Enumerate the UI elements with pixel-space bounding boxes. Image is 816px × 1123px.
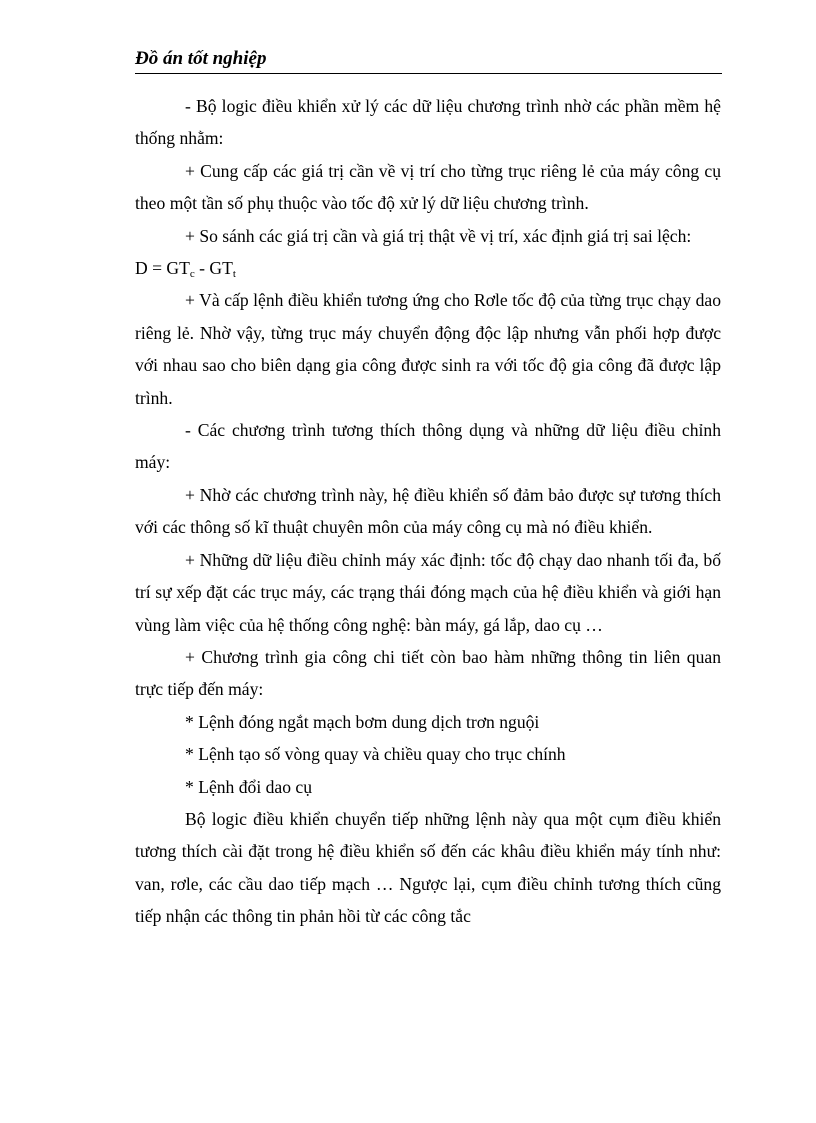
paragraph: + Những dữ liệu điều chỉnh máy xác định: tốc độ chạy dao nhanh tối đa, bố trí sự xếp đặt các trục máy, các trạng thái đóng mạch của hệ điều khiển và giới hạn vùng làm việc của hệ thống công nghệ: bàn máy, gá lắp, dao cụ … [135, 549, 721, 635]
paragraph: + Nhờ các chương trình này, hệ điều khiển số đảm bảo được sự tương thích với các thông số kĩ thuật chuyên môn của máy công cụ mà nó điều khiển. [135, 484, 721, 538]
page-header [135, 48, 722, 74]
formula-sub-t: t [232, 268, 236, 281]
formula-lhs: D = GT [135, 258, 190, 279]
formula [135, 252, 721, 284]
header-title: Đồ án tốt nghiệp [135, 48, 267, 69]
paragraph: - Bộ logic điều khiển xử lý các dữ liệu chương trình nhờ các phần mềm hệ thống nhằm: [135, 96, 721, 149]
paragraph: + Và cấp lệnh điều khiển tương ứng cho Rơle tốc độ của từng trục chạy dao riêng lẻ. Nhờ vậy, từng trục máy chuyển động độc lập nhưng vẫn phối hợp được với nhau sao cho biên dạng gia công được sinh ra với tốc độ gia công đã được lập trình. [135, 290, 721, 408]
list-item: * Lệnh đóng ngắt mạch bơm dung dịch trơn nguội [185, 711, 540, 732]
list-item: * Lệnh tạo số vòng quay và chiều quay cho trục chính [185, 744, 566, 765]
paragraph: - Các chương trình tương thích thông dụng và những dữ liệu điều chỉnh máy: [135, 420, 721, 473]
document-body [135, 90, 721, 933]
paragraph: + Chương trình gia công chi tiết còn bao hàm những thông tin liên quan trực tiếp đến máy: [135, 646, 721, 700]
paragraph: + Cung cấp các giá trị cần về vị trí cho từng trục riêng lẻ của máy công cụ theo một tần số phụ thuộc vào tốc độ xử lý dữ liệu chương trình. [135, 160, 721, 214]
formula-mid: - GT [194, 258, 233, 279]
formula-sub-c: c [189, 268, 195, 281]
paragraph: + So sánh các giá trị cần và giá trị thật về vị trí, xác định giá trị sai lệch: [185, 225, 692, 246]
paragraph: Bộ logic điều khiển chuyển tiếp những lệnh này qua một cụm điều khiển tương thích cài đặt trong hệ điều khiển số đến các khâu điều khiển máy tính như: van, rơle, các cầu dao tiếp mạch … Ngược lại, cụm điều chỉnh tương thích cũng tiếp nhận các thông tin phản hồi từ các công tắc [135, 808, 721, 927]
list-item: * Lệnh đổi dao cụ [185, 776, 313, 797]
